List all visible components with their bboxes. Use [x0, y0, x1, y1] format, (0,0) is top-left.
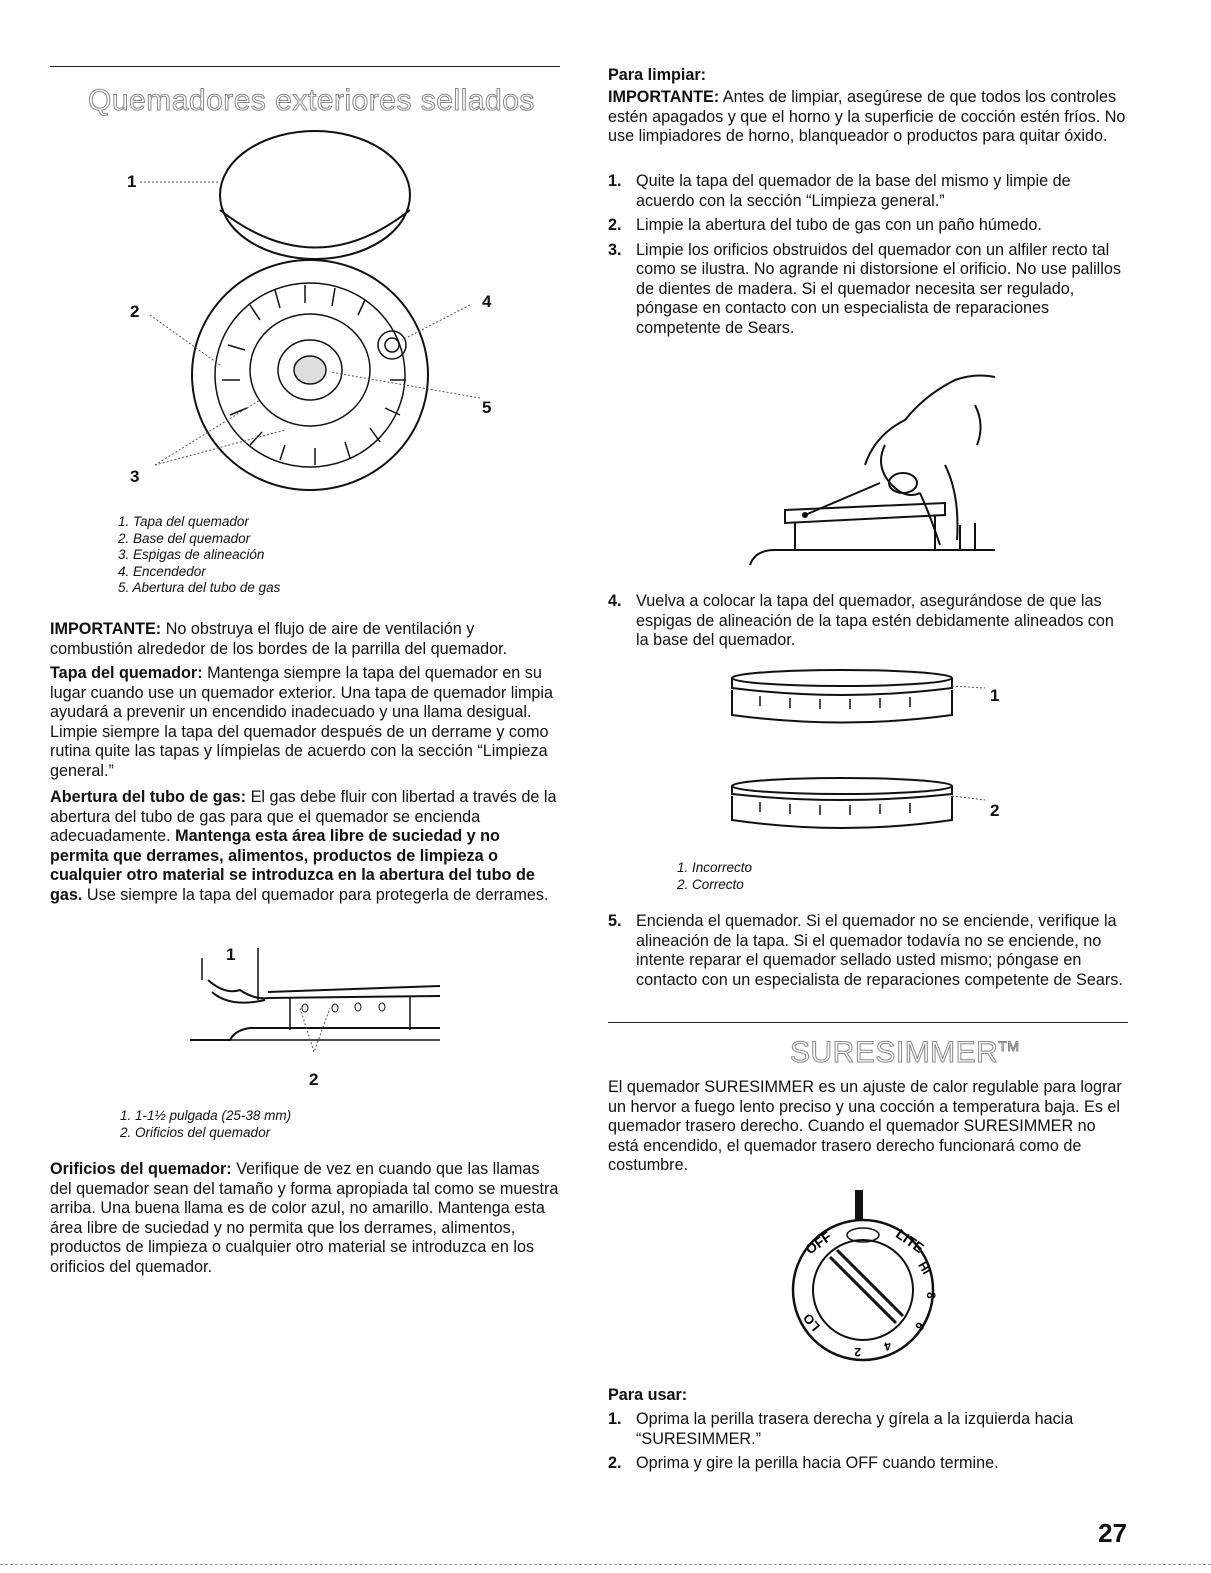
fig2-label-2: 2 [309, 1070, 319, 1089]
abertura-text: El gas debe fluir con libertad a través de la abertura del tubo de gas para que el quemador se encienda adecuadamente. [50, 788, 557, 845]
abertura-bold: Mantenga esta área libre de suciedad y no permita que derrames, alimentos, productos de limpieza o cualquier otro material se introduzca en la abertura del tubo de gas. [50, 827, 535, 904]
suresimmer-rule [608, 1022, 1128, 1023]
caption: 1. 1-1½ pulgada (25-38 mm) [120, 1108, 292, 1123]
caption: 4. Encendedor [118, 563, 206, 579]
tapa-text: Mantenga siempre la tapa del quemador en su lugar cuando use un quemador exterior. Una tapa de quemador limpia ayudará a prevenir un encendido inadecuado y una llama desigual. Limpie siempre la tapa del quemador después de un derrame y como rutina quite las tapas y límpielas de acuerdo con la sección “Limpieza general.” [50, 664, 554, 780]
fig1-label-4: 4 [482, 292, 492, 311]
fig1-label-3: 3 [130, 467, 140, 486]
orificios-label: Orificios del quemador: [50, 1160, 232, 1178]
burner-diagram [110, 130, 530, 510]
list-item: 4. Vuelva a colocar la tapa del quemador, asegurándose de que las espigas de alineación de la tapa estén debidamente alineados con la base del quemador. [608, 592, 1114, 649]
left-top-rule [50, 66, 560, 67]
caption: 3. Espigas de alineación [118, 547, 265, 562]
burner-base [192, 260, 428, 490]
fig1-captions [118, 514, 280, 597]
caption: 5. Abertura del tubo de gas [118, 580, 281, 595]
list-item: 1. Oprima la perilla trasera derecha y gírela a la izquierda hacia “SURESIMMER.” [608, 1410, 1074, 1448]
importante-label: IMPORTANTE: [50, 620, 162, 638]
tapa-label: Tapa del quemador: [50, 664, 203, 682]
suresimmer-paragraph: El quemador SURESIMMER es un ajuste de calor regulable para lograr un hervor a fuego lento preciso y una cocción a temperatura baja. Es el quemador trasero derecho. Cuando el quemador SURESIMMER no está encendido, el quemador trasero derecho funcionará como de costumbre. [608, 1078, 1122, 1174]
fig3-label-1: 1 [990, 686, 1000, 705]
caption: 2. Base del quemador [118, 530, 251, 546]
fig3-label-2: 2 [990, 801, 1000, 820]
orificios-paragraph [50, 1160, 560, 1277]
knob-off-label: OFF [802, 1228, 835, 1258]
knob-hi-label: HI [915, 1259, 934, 1277]
incorrect-cap [732, 670, 985, 723]
para-usar-heading: Para usar: [608, 1386, 688, 1404]
fig3-captions [677, 860, 752, 893]
tapa-paragraph [50, 664, 560, 781]
suresimmer-title: SURESIMMER™ [790, 1036, 1020, 1069]
cleaning-steps [608, 172, 1128, 343]
list-item: 5. Encienda el quemador. Si el quemador no se enciende, verifique la alineación de la tapa. Si el quemador todavía no se enciende, no intente reparar el quemador sellado usted mismo; póngase en contacto con un especialista de reparaciones competente de Sears. [608, 912, 1123, 989]
step-4 [608, 592, 1128, 656]
importante-paragraph [50, 620, 560, 659]
caption: 1. Tapa del quemador [118, 514, 249, 529]
fig1-label-1: 1 [127, 172, 137, 191]
abertura-label: Abertura del tubo de gas: [50, 788, 247, 806]
suresimmer-knob [785, 1190, 945, 1370]
pin-cleaning-diagram [745, 365, 1005, 570]
list-item: 2. Limpie la abertura del tubo de gas con un paño húmedo. [608, 216, 1042, 234]
page-number: 27 [1098, 1518, 1127, 1548]
knob-lite-label: LITE [893, 1225, 928, 1257]
step-5 [608, 912, 1128, 995]
knob-2-label: 2 [854, 1345, 861, 1359]
caption: 2. Correcto [677, 876, 744, 892]
section-title: Quemadores exteriores sellados [88, 84, 535, 117]
knob-8-label: 8 [924, 1292, 938, 1299]
bottom-dashed-line [0, 1564, 1211, 1565]
abertura-paragraph [50, 788, 560, 905]
fig1-label-5: 5 [482, 398, 492, 417]
fig2-label-1: 1 [226, 945, 236, 964]
importante-text: No obstruya el flujo de aire de ventilación y combustión alrededor de los bordes de la parrilla del quemador. [50, 620, 508, 658]
correct-cap [732, 778, 985, 828]
importante-clean-paragraph [608, 88, 1128, 147]
importante-label: IMPORTANTE: [608, 88, 720, 106]
abertura-tail: Use siempre la tapa del quemador para protegerla de derrames. [82, 885, 549, 904]
caption: 1. Incorrecto [677, 860, 753, 875]
list-item: 1. Quite la tapa del quemador de la base del mismo y limpie de acuerdo con la sección “Limpieza general.” [608, 172, 1071, 210]
para-limpiar-heading: Para limpiar: [608, 66, 707, 84]
knob-lo-label: LO [799, 1310, 823, 1335]
knob-6-label: 6 [912, 1319, 928, 1334]
knob-4-label: 4 [882, 1338, 893, 1354]
caption: 2. Orificios del quemador [120, 1124, 271, 1140]
importante-text: Antes de limpiar, asegúrese de que todos los controles estén apagados y que el horno y la superficie de cocción estén fríos. No use limpiadores de horno, blanqueador o productos para quitar óxido. [608, 88, 1126, 145]
cap-alignment-diagram [730, 660, 1000, 850]
fig2-captions [120, 1108, 291, 1141]
list-item: 3. Limpie los orificios obstruidos del quemador con un alfiler recto tal como se ilustra. No agrande ni distorsione el orificio. No use palillos de dientes de madera. Si el quemador necesita ser regulado, póngase en contacto con un especialista de reparaciones competente de Sears. [608, 240, 1121, 337]
list-item: 2. Oprima y gire la perilla hacia OFF cuando termine. [608, 1454, 999, 1472]
trademark: TM [998, 1038, 1020, 1054]
use-steps [608, 1410, 1128, 1479]
orificios-text: Verifique de vez en cuando que las llamas del quemador sean del tamaño y forma apropiada tal como se muestra arriba. Una buena llama es de color azul, no amarillo. Mantenga esta área libre de suciedad y no permita que los derrames, alimentos, productos de limpieza o cualquier otro material se introduzca en los orificios del quemador. [50, 1160, 559, 1276]
fig1-label-2: 2 [130, 302, 140, 321]
burner-cap [220, 131, 410, 259]
